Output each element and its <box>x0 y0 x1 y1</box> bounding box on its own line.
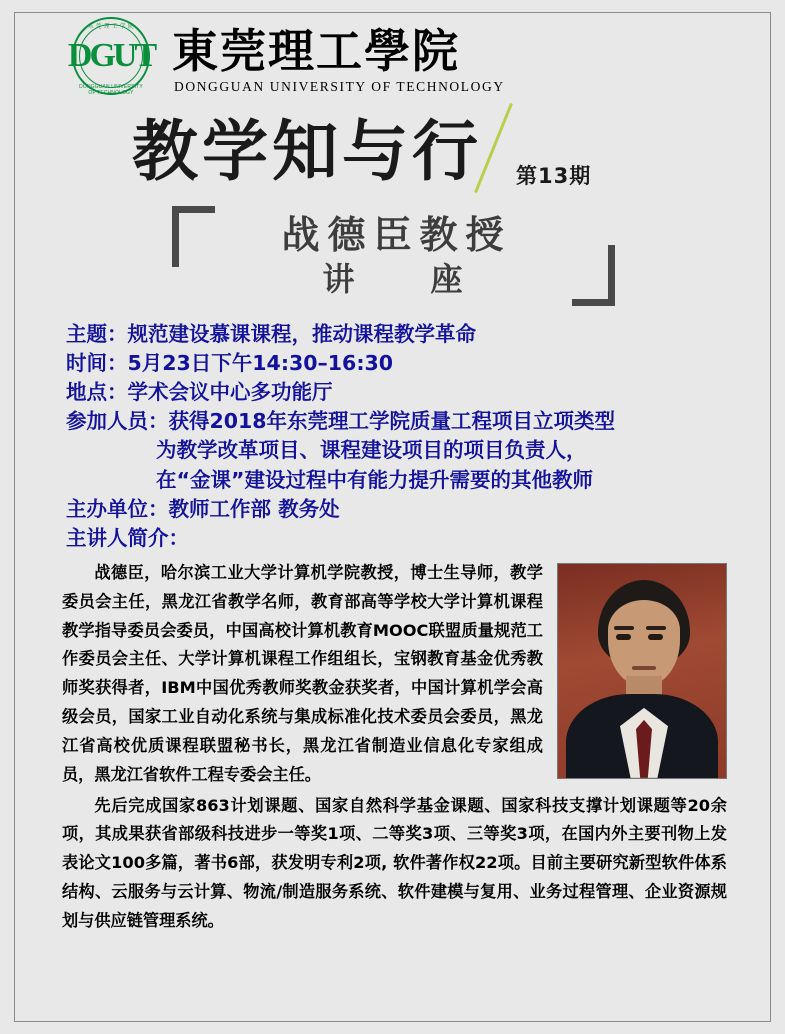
logo-arc-top-text: 东 莞 理 工 学 院 <box>88 24 134 30</box>
organizer-label: 主办单位： <box>66 496 169 521</box>
participants-line-1: 获得2018年东莞理工学院质量工程项目立项类型 <box>168 409 616 434</box>
speaker-subtitle: 讲 座 <box>322 260 485 298</box>
topic-label: 主题： <box>66 322 128 346</box>
place-label: 地点： <box>66 380 128 405</box>
university-logo-icon <box>67 15 156 101</box>
organizer-value: 教师工作部 教务处 <box>168 496 340 521</box>
participants-line-3-row <box>66 466 785 495</box>
university-name-cn: 東莞理工學院 <box>172 24 460 79</box>
page-title: 教学知与行 <box>132 112 482 190</box>
event-info-list <box>66 320 785 553</box>
time-label: 时间： <box>66 351 128 376</box>
university-name-block <box>172 24 505 95</box>
bio-paragraph-2: 先后完成国家863计划课题、国家自然科学基金课题、国家科技支撑计划课题等20余项，其成果获省部级科技进步一等奖1项、二等奖3项、三等奖3项，在国内外主要刊物上发表论文100多篇，著书6部，获发明专利2项, 软件著作权22项。目前主要研究新型软件体系结构、云服务与云计算、物流/制造服务系统、软件建模与复用、业务过程管理、企业资源规划与供应链管理系统。 <box>62 795 727 930</box>
info-row-topic <box>66 320 785 349</box>
info-row-time <box>66 349 785 378</box>
speaker-name: 战德臣教授 <box>281 212 512 257</box>
title-block <box>0 98 785 194</box>
university-name-en: DONGGUAN UNIVERSITY OF TECHNOLOGY <box>174 79 505 95</box>
logo-monogram: DGUT <box>67 37 155 74</box>
bio-heading: 主讲人简介： <box>66 525 189 550</box>
participants-label: 参加人员： <box>66 409 169 434</box>
issue-number: 第13期 <box>516 164 592 188</box>
topic-value: 规范建设慕课课程，推动课程教学革命 <box>127 322 476 346</box>
time-value: 5月23日下午14:30–16:30 <box>127 351 394 376</box>
info-row-organizer <box>66 495 785 524</box>
place-value: 学术会议中心多功能厅 <box>127 380 333 405</box>
speaker-banner <box>0 200 785 308</box>
speaker-bio <box>62 559 727 936</box>
participants-line-2: 为教学改革项目、课程建设项目的项目负责人， <box>156 438 587 463</box>
speaker-portrait-photo <box>557 563 727 779</box>
participants-line-3: 在“金课”建设过程中有能力提升需要的其他教师 <box>156 467 593 492</box>
info-row-place <box>66 378 785 407</box>
logo-arc-bottom-text: DONGGUAN UNIVERSITY OF TECHNOLOGY <box>79 84 143 96</box>
info-row-participants <box>66 407 785 436</box>
participants-line-2-row <box>66 436 785 465</box>
info-row-bio-heading <box>66 524 785 553</box>
bio-paragraph-1: 战德臣，哈尔滨工业大学计算机学院教授，博士生导师，教学委员会主任，黑龙江省教学名师，教育部高等学校大学计算机课程教学指导委员会委员，中国高校计算机教育MOOC联盟质量规范工作委员会主任、大学计算机课程工作组组长，宝钢教育基金优秀教师奖获得者，IBM中国优秀教师奖教金获奖者，中国计算机学会高级会员，国家工业自动化系统与集成标准化技术委员会委员，黑龙江省高校优质课程联盟秘书长，黑龙江省制造业信息化专家组成员，黑龙江省软件工程专委会主任。 <box>62 562 543 784</box>
university-header <box>0 0 785 96</box>
